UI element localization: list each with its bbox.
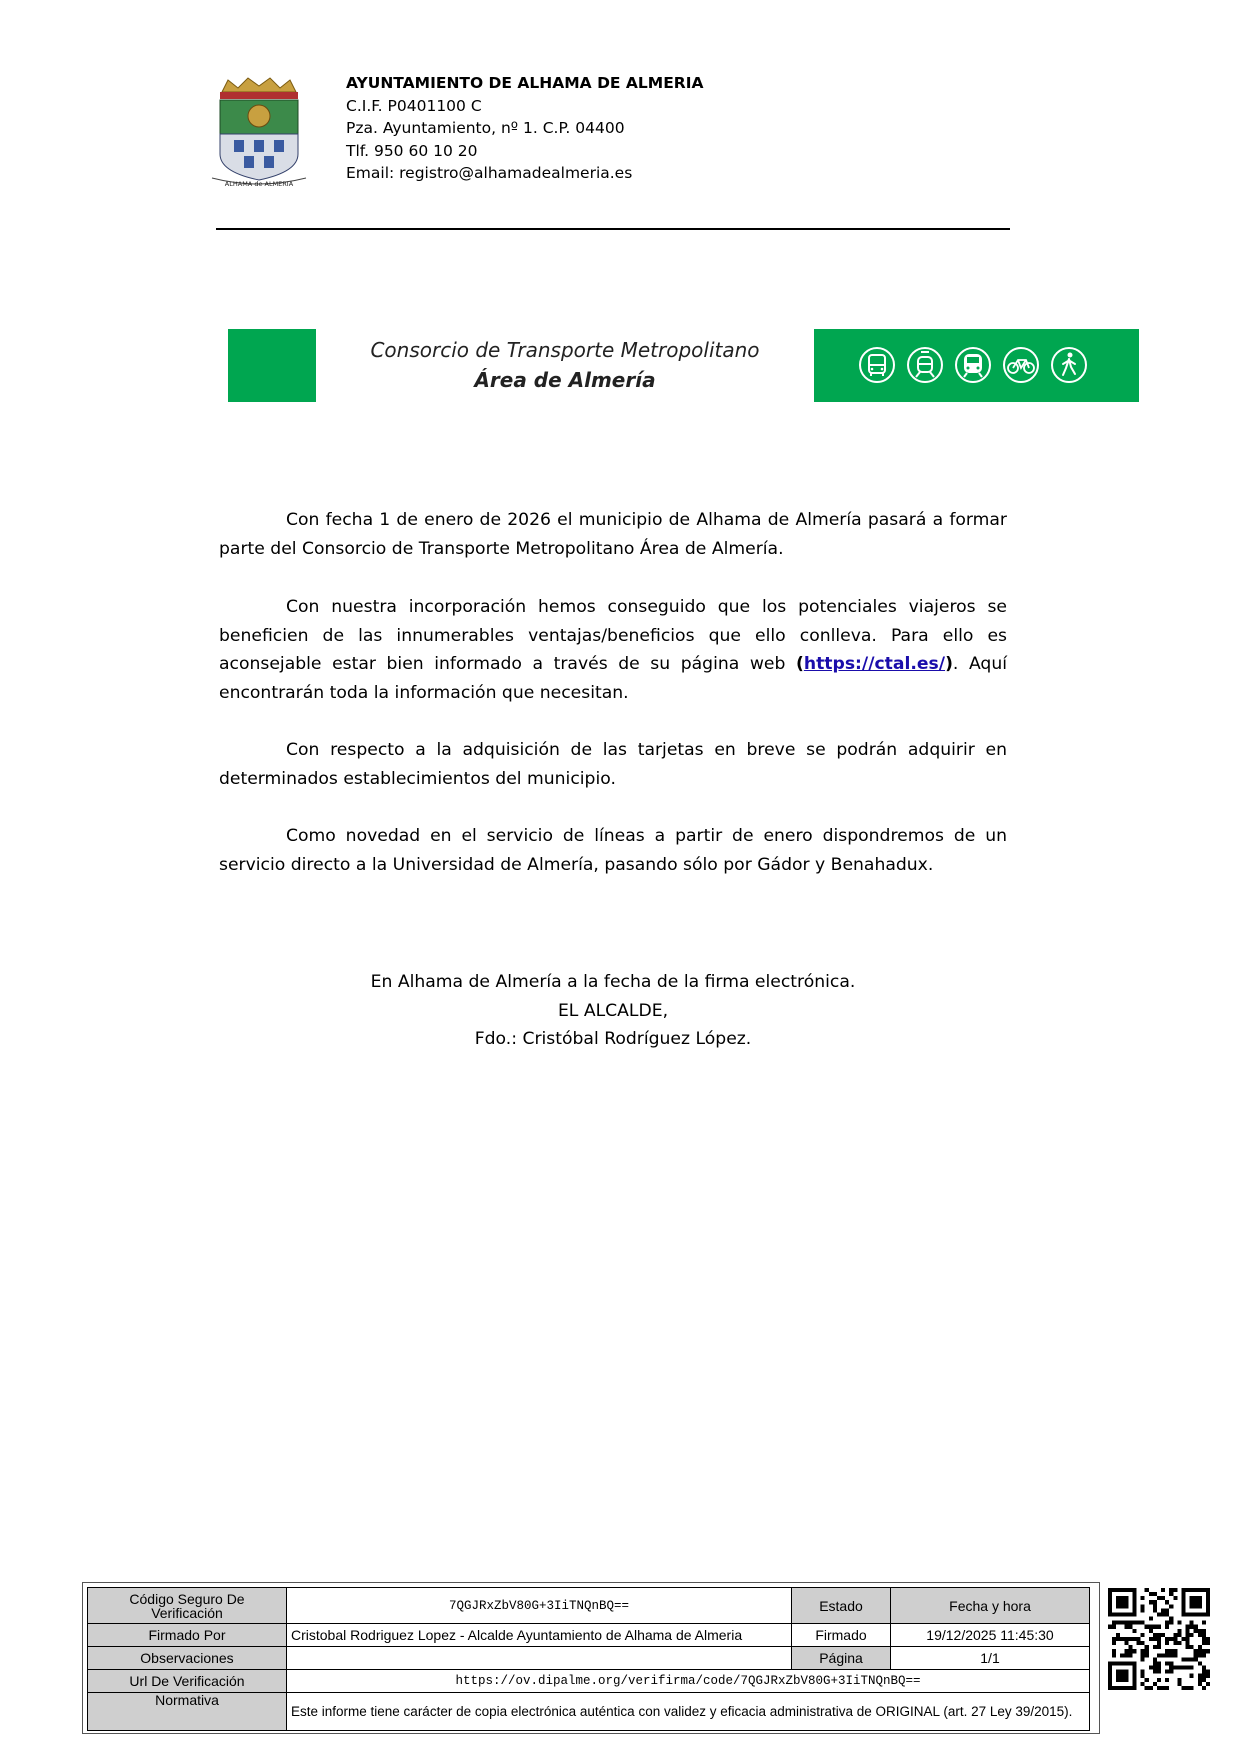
org-name: AYUNTAMIENTO DE ALHAMA DE ALMERIA [346,74,704,92]
codigo-label: Código Seguro De Verificación [88,1588,287,1624]
firmado-value: Cristobal Rodriguez Lopez - Alcalde Ayuntamiento de Alhama de Almeria [287,1624,792,1647]
org-phone: Tlf. 950 60 10 20 [346,141,478,160]
paragraph-1: Con fecha 1 de enero de 2026 el municipio de Alhama de Almería pasará a formar parte del Consorcio de Transporte Metropolitano Área de Almería. [219,510,1007,559]
normativa-label: Normativa [88,1693,287,1731]
banner-green-block-left [228,329,316,402]
paragraph-2-open-paren: ( [795,654,804,674]
estado-value: Firmado [792,1624,891,1647]
consorcio-line1: Consorcio de Transporte Metropolitano [370,338,760,362]
paragraph-3: Con respecto a la adquisición de las tarjetas en breve se podrán adquirir en determinados establecimientos del municipio. [219,740,1007,789]
signature-name: Fdo.: Cristóbal Rodríguez López. [474,1029,752,1049]
verification-table [87,1587,1090,1731]
qr-code [1108,1588,1210,1690]
consorcio-logo-text [330,335,800,395]
observaciones-value [287,1647,792,1670]
url-label: Url De Verificación [88,1670,287,1693]
paragraph-2-text-a: Con nuestra incorporación hemos conseguido que los potenciales viajeros se beneficien de las innumerables ventajas/beneficios que ello conlleva. Para ello es aconsejable estar bien informado a través de su página web [219,597,1007,674]
estado-label: Estado [792,1588,891,1624]
train-icon [954,346,992,384]
bicycle-icon [1002,346,1040,384]
org-cif: C.I.F. P0401100 C [346,96,482,115]
letterhead [346,72,704,185]
paragraph-4: Como novedad en el servicio de líneas a partir de enero dispondremos de un servicio directo a la Universidad de Almería, pasando sólo por Gádor y Benahadux. [219,826,1007,875]
verification-footer [82,1582,1100,1734]
pedestrian-icon [1050,346,1088,384]
consorcio-line2: Área de Almería [474,368,656,392]
crest-caption: ALHAMA de ALMERIA [224,180,294,188]
pagina-value: 1/1 [891,1647,1090,1670]
tram-icon [906,346,944,384]
org-email: Email: registro@alhamadealmeria.es [346,164,633,182]
paragraph-2-close-paren: ) [945,654,953,674]
municipal-crest-logo [208,76,310,188]
paragraph-2 [219,593,1007,707]
url-value[interactable]: https://ov.dipalme.org/verifirma/code/7QGJRxZbV80G+3IiTNQnBQ== [287,1670,1090,1693]
signature-title: EL ALCALDE, [557,1000,669,1021]
observaciones-label: Observaciones [88,1647,287,1670]
pagina-label: Página [792,1647,891,1670]
fecha-value: 19/12/2025 11:45:30 [891,1624,1090,1647]
bus-icon [858,346,896,384]
codigo-value: 7QGJRxZbV80G+3IiTNQnBQ== [287,1588,792,1624]
signature-place-date: En Alhama de Almería a la fecha de la firma electrónica. [370,972,856,992]
paragraph-2-text-b: . Aquí encontrarán toda la información que necesitan. [219,654,1007,703]
header-divider [216,228,1010,230]
ctal-website-link[interactable]: https://ctal.es/ [803,654,946,674]
normativa-value: Este informe tiene carácter de copia electrónica auténtica con validez y eficacia administrativa de ORIGINAL (art. 27 Ley 39/2015). [287,1693,1090,1731]
fecha-label: Fecha y hora [891,1588,1090,1624]
signature-block [219,968,1007,1054]
firmado-label: Firmado Por [88,1624,287,1647]
org-address: Pza. Ayuntamiento, nº 1. C.P. 04400 [346,119,625,137]
